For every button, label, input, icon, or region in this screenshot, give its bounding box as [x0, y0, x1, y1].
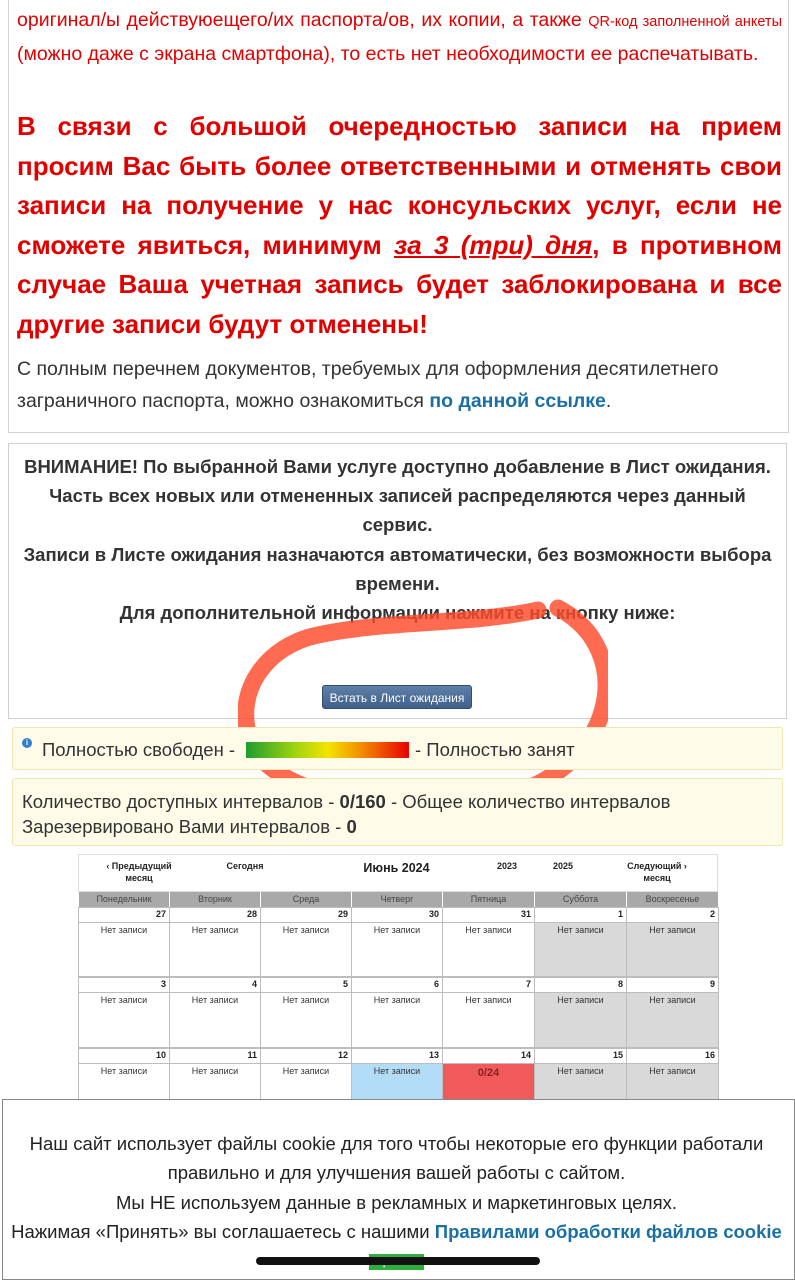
day-body	[352, 1063, 442, 1099]
cancellation-warning	[17, 107, 782, 345]
day-body	[79, 992, 169, 1047]
calendar-day[interactable]	[260, 977, 352, 1048]
calendar-day[interactable]	[169, 1048, 261, 1100]
calendar-day[interactable]	[351, 1048, 443, 1100]
weekday-6: Суббота	[535, 892, 626, 907]
day-status: Нет записи	[649, 1066, 696, 1076]
join-waitlist-button[interactable]: Встать в Лист ожидания	[322, 685, 472, 709]
documents-note	[17, 353, 787, 417]
calendar-day[interactable]	[78, 977, 170, 1048]
documents-text: С полным перечнем документов, требуемых для оформления десятилетнего заграничного паспорта, можно ознакомиться	[17, 358, 719, 412]
warning-text-end: , в противном случае Ваша учетная запись будет заблокирована и все другие записи будут отменены!	[17, 229, 782, 339]
day-number: 28	[246, 909, 257, 919]
reserved-row	[22, 816, 357, 838]
calendar-day[interactable]	[78, 907, 170, 977]
waitlist-line: Часть всех новых или отмененных записей распределяются через данный сервис.	[49, 485, 746, 536]
day-body	[352, 992, 442, 1047]
calendar-day[interactable]	[260, 1048, 352, 1100]
day-body	[627, 922, 718, 976]
note-tail-text: (можно даже с экрана смартфона), то есть нет необходимости ее распечатывать.	[17, 43, 759, 65]
day-status: Нет записи	[373, 995, 421, 1005]
day-number: 11	[247, 1050, 257, 1060]
weekday-2: Вторник	[170, 892, 260, 907]
interval-counts	[12, 778, 783, 846]
weekday-row	[78, 892, 718, 907]
day-status: Нет записи	[282, 995, 330, 1005]
day-body	[627, 992, 718, 1047]
day-status: Нет записи	[100, 925, 148, 935]
note-small-text: QR-код заполненной анкеты	[588, 14, 782, 30]
cookie-text	[0, 1129, 793, 1275]
cookie-line	[0, 1217, 793, 1276]
day-number: 27	[155, 909, 166, 919]
day-body	[535, 992, 626, 1047]
day-body	[261, 922, 351, 976]
day-body	[535, 922, 626, 976]
day-body	[79, 922, 169, 976]
day-number: 5	[342, 979, 348, 989]
calendar-day[interactable]	[442, 907, 535, 977]
occupancy-legend	[12, 727, 783, 770]
day-status: Нет записи	[557, 925, 604, 935]
day-number: 15	[612, 1050, 623, 1060]
waitlist-line: Для дополнительной информации нажмите на кнопку ниже:	[119, 602, 676, 624]
prev-year-link[interactable]: 2023	[496, 861, 518, 871]
waitlist-info	[20, 452, 775, 627]
day-body	[261, 992, 351, 1047]
calendar-day[interactable]	[534, 977, 627, 1048]
next-year-link[interactable]: 2025	[552, 861, 574, 871]
calendar-title: Июнь 2024	[363, 861, 430, 875]
day-status: Нет записи	[191, 925, 239, 935]
info-icon: i	[22, 738, 32, 748]
cookie-consent-text: Нажимая «Принять» вы соглашаетесь с нашими	[11, 1220, 430, 1242]
waitlist-line: Записи в Листе ожидания назначаются автоматически, без возможности выбора времени.	[23, 543, 772, 594]
day-status: Нет записи	[465, 925, 512, 935]
day-number: 6	[433, 979, 439, 989]
day-number: 2	[709, 909, 715, 919]
calendar-day[interactable]	[78, 1048, 170, 1100]
calendar-day[interactable]	[626, 907, 719, 977]
weekday-4: Четверг	[352, 892, 442, 907]
day-status: Нет записи	[557, 995, 604, 1005]
reserved-label: Зарезервировано Вами интервалов -	[22, 816, 342, 837]
calendar-day[interactable]	[626, 977, 719, 1048]
calendar-day[interactable]	[534, 1048, 627, 1100]
day-number: 29	[337, 909, 348, 919]
day-status: Нет записи	[649, 925, 696, 935]
cookie-line: Мы НЕ используем данные в рекламных и маркетинговых целях.	[115, 1191, 678, 1213]
warning-deadline: за 3 (три) дня	[393, 229, 593, 260]
passport-note	[17, 4, 782, 70]
day-status: 0/24	[477, 1067, 500, 1079]
day-body	[79, 1063, 169, 1099]
calendar-day[interactable]	[442, 1048, 535, 1100]
today-link[interactable]: Сегодня	[226, 861, 264, 871]
calendar-day[interactable]	[260, 907, 352, 977]
day-number: 12	[337, 1050, 348, 1060]
day-number: 10	[155, 1050, 166, 1060]
legend-busy-label: - Полностью занят	[415, 739, 575, 760]
day-number: 9	[709, 979, 715, 989]
day-body	[170, 992, 260, 1047]
day-number: 30	[428, 909, 439, 919]
calendar-header	[78, 854, 718, 892]
documents-link[interactable]: по данной ссылке	[429, 390, 606, 412]
day-status: Нет записи	[282, 1066, 330, 1076]
legend-free-label: Полностью свободен -	[42, 739, 236, 760]
note-text: оригинал/ы действуюещего/их паспорта/ов, их копии, а также	[17, 9, 582, 31]
cookie-line: Наш сайт использует файлы cookie для того чтобы некоторые его функции работали правильно и для улучшения вашей работы с сайтом.	[29, 1133, 764, 1184]
weekday-3: Среда	[261, 892, 351, 907]
weekday-1: Понедельник	[79, 892, 169, 907]
day-number: 31	[520, 909, 531, 919]
day-number: 13	[428, 1050, 439, 1060]
warning-text: В связи с большой очередностью записи на прием просим Вас быть более ответственными и отменять свои записи на получение у нас консульских услуг, если не сможете явиться, минимум	[17, 111, 782, 260]
day-status: Нет записи	[557, 1066, 604, 1076]
day-status: Нет записи	[100, 995, 148, 1005]
day-body	[627, 1063, 718, 1099]
day-body	[261, 1063, 351, 1099]
day-body	[170, 1063, 260, 1099]
home-indicator	[256, 1257, 540, 1265]
day-body	[443, 922, 534, 976]
day-number: 4	[251, 979, 257, 989]
calendar-day[interactable]	[626, 1048, 719, 1100]
day-number: 16	[704, 1050, 715, 1060]
calendar-day[interactable]	[534, 907, 627, 977]
day-status: Нет записи	[191, 995, 239, 1005]
day-status: Нет записи	[373, 925, 421, 935]
calendar-day[interactable]	[169, 907, 261, 977]
day-status: Нет записи	[282, 925, 330, 935]
day-status: Нет записи	[100, 1066, 148, 1076]
day-number: 14	[520, 1050, 531, 1060]
available-label: Количество доступных интервалов -	[22, 791, 335, 812]
calendar-day[interactable]	[169, 977, 261, 1048]
day-number: 3	[160, 979, 166, 989]
day-number: 8	[617, 979, 623, 989]
calendar-day[interactable]	[442, 977, 535, 1048]
calendar-day[interactable]	[351, 907, 443, 977]
day-body	[443, 1063, 534, 1099]
weekday-5: Пятница	[443, 892, 534, 907]
day-number: 1	[617, 909, 623, 919]
total-label: - Общее количество интервалов	[390, 791, 671, 812]
cookie-policy-link[interactable]: Правилами обработки файлов cookie	[434, 1220, 782, 1242]
day-body	[170, 922, 260, 976]
documents-end: .	[605, 390, 612, 412]
reserved-value: 0	[346, 816, 357, 837]
waitlist-line: ВНИМАНИЕ! По выбранной Вами услуге доступно добавление в Лист ожидания.	[24, 456, 771, 477]
weekday-7: Воскресенье	[627, 892, 718, 907]
day-status: Нет записи	[465, 995, 512, 1005]
day-body	[443, 992, 534, 1047]
next-month-link[interactable]: Следующий › месяц	[627, 861, 687, 883]
day-body	[352, 922, 442, 976]
calendar-day[interactable]	[351, 977, 443, 1048]
available-value: 0/160	[339, 791, 386, 812]
day-status: Нет записи	[191, 1066, 239, 1076]
occupancy-gradient-bar	[246, 742, 409, 758]
day-body	[535, 1063, 626, 1099]
day-status: Нет записи	[373, 1066, 421, 1076]
day-number: 7	[525, 979, 531, 989]
prev-month-link[interactable]: ‹ Предыдущий месяц	[106, 861, 172, 883]
day-status: Нет записи	[649, 995, 696, 1005]
available-row	[22, 791, 670, 813]
